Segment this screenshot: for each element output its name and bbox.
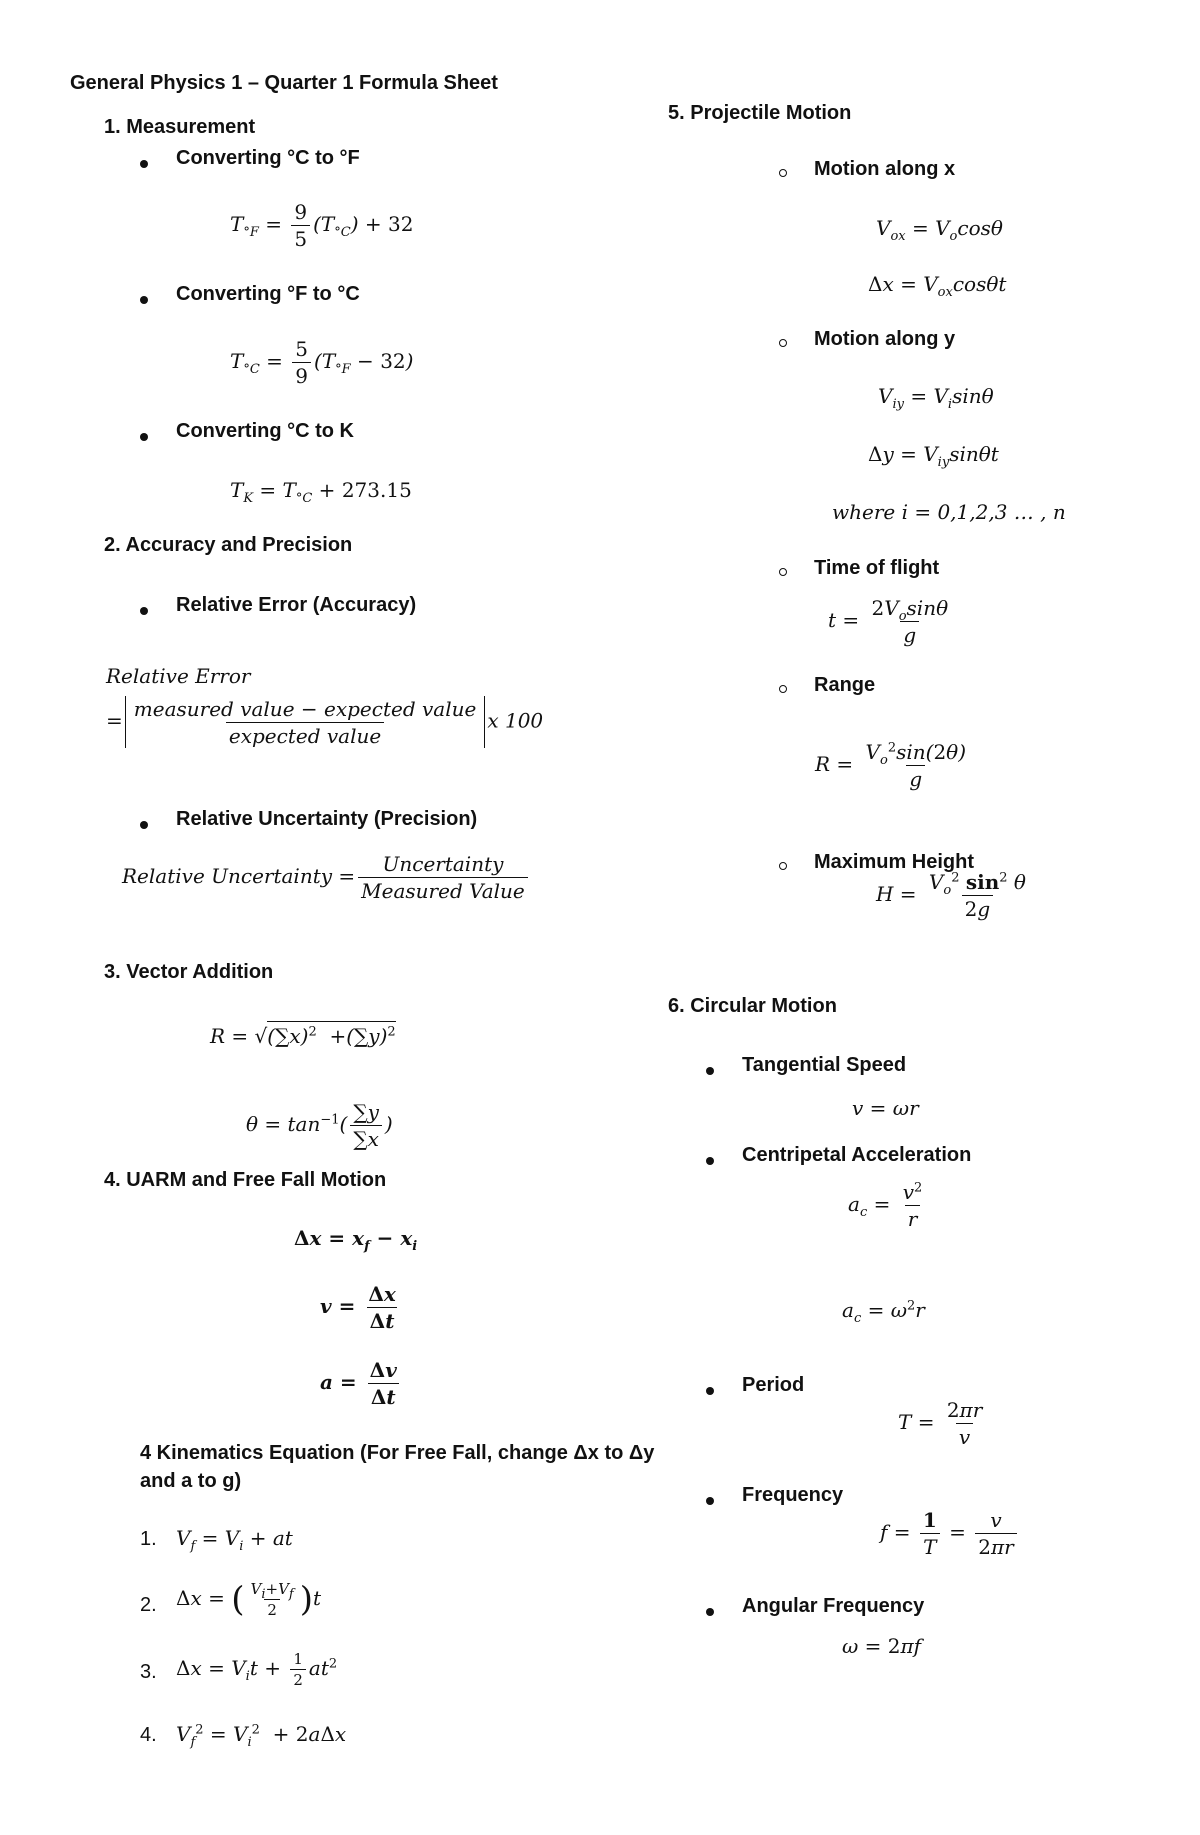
bullet-icon (706, 1382, 714, 1400)
formula-viy: $V_{iy} = V_i\sin\theta$ (878, 384, 994, 412)
formula-c-to-f: $T_{^\circ F}$ = $\frac{9}{5}$ $(T_{^\circ C}) + 32$ (230, 200, 414, 251)
formula-range: R = $\frac{V_o^2\sin(2\theta)}{g}$ (815, 740, 967, 791)
page-title: General Physics 1 – Quarter 1 Formula Sheet (70, 72, 498, 94)
formula-displacement: $\Delta x = x_f - x_i$ (294, 1226, 418, 1254)
bullet-icon (706, 1603, 714, 1621)
circle-bullet-icon (779, 680, 787, 698)
bullet-f-to-c: Converting °F to °C (176, 283, 360, 305)
bullet-icon (140, 602, 148, 620)
section-uarm-heading: 4. UARM and Free Fall Motion (104, 1169, 387, 1191)
kinematics-eq1-number: 1. (140, 1528, 157, 1550)
formula-dy-projectile: $\Delta y = V_{iy}\sin\theta t$ (868, 442, 999, 470)
bullet-icon (140, 291, 148, 309)
sub-max-height: Maximum Height (814, 851, 975, 873)
formula-angular-frequency: ω = 2πf (842, 1634, 922, 1658)
sub-range: Range (814, 674, 876, 696)
sub-motion-y: Motion along y (814, 328, 956, 350)
formula-centripetal-1: $a_c$ = $\frac{v^2}{r}$ (848, 1180, 923, 1231)
section-vector-heading: 3. Vector Addition (104, 961, 274, 983)
relative-error-times: x 100 (487, 708, 544, 733)
circle-bullet-icon (779, 334, 787, 352)
index-note: where i = 0,1,2,3 … , n (832, 500, 1066, 524)
relative-error-label: Relative Error (106, 664, 251, 688)
kinematics-eq2: Δx = ( $\frac{V_i+V_f}{2}$ )t (176, 1579, 322, 1620)
sub-time-of-flight: Time of flight (814, 557, 940, 579)
bullet-icon (706, 1152, 714, 1170)
bullet-icon (706, 1062, 714, 1080)
relative-uncertainty-numerator: Uncertainty (382, 852, 504, 876)
formula-angle: $\theta = \tan^{-1}$( $\frac{\sum y}{\sum x}$ ) (246, 1100, 393, 1151)
kinematics-eq3: $\Delta x = V_it$ + $\frac{1}{2}$ $at^2$ (176, 1650, 338, 1689)
bullet-relative-uncertainty: Relative Uncertainty (Precision) (176, 808, 478, 830)
bullet-icon (140, 428, 148, 446)
section-projectile-heading: 5. Projectile Motion (668, 102, 852, 124)
sub-motion-x: Motion along x (814, 158, 956, 180)
bullet-icon (706, 1492, 714, 1510)
bullet-tangential-speed: Tangential Speed (742, 1054, 907, 1076)
formula-relative-error: = $\frac{\text{measured value − expected value}}{\text{expected value}}$ x 100 (106, 696, 544, 748)
bullet-relative-error: Relative Error (Accuracy) (176, 594, 417, 616)
bullet-c-to-f: Converting °C to °F (176, 147, 360, 169)
circle-bullet-icon (779, 164, 787, 182)
formula-frequency: f = $\frac{1}{T}$ = $\frac{v}{2\pi r}$ (880, 1508, 1020, 1559)
bullet-centripetal-acceleration: Centripetal Acceleration (742, 1144, 972, 1166)
formula-max-height: H = $\frac{V_o^2 \sin^2 \theta}{2g}$ (876, 870, 1026, 921)
kinematics-eq2-number: 2. (140, 1594, 157, 1616)
formula-vox: $V_{ox} = V_o\cos\theta$ (876, 216, 1003, 244)
circle-bullet-icon (779, 857, 787, 875)
section-measurement-heading: 1. Measurement (104, 116, 256, 138)
formula-dx-projectile: $\Delta x = V_{ox}\cos\theta t$ (868, 272, 1007, 300)
kinematics-eq4: $V_f^2 = V_i^2 + 2a\Delta x$ (176, 1722, 347, 1750)
bullet-c-to-k: Converting °C to K (176, 420, 354, 442)
bullet-icon (140, 155, 148, 173)
kinematics-title-line2: and a to g) (140, 1470, 242, 1492)
formula-f-to-c: $T_{^\circ C}$ = $\frac{5}{9}$ $(T_{^\circ F} - 32)$ (230, 337, 414, 388)
formula-relative-uncertainty (122, 852, 531, 903)
formula-tangential-speed: v = ωr (852, 1096, 919, 1120)
kinematics-eq3-number: 3. (140, 1661, 157, 1683)
section-circular-heading: 6. Circular Motion (668, 995, 837, 1017)
formula-resultant: $R = √(\sum x)^2 +(\sum y)^2$ (210, 1024, 396, 1048)
bullet-period: Period (742, 1374, 805, 1396)
section-accuracy-heading: 2. Accuracy and Precision (104, 534, 353, 556)
relative-uncertainty-label: Relative Uncertainty = (122, 864, 356, 888)
formula-time-of-flight: t = $\frac{2V_o\sin\theta}{g}$ (828, 596, 949, 647)
relative-error-numerator: measured value − expected value (133, 696, 477, 721)
formula-centripetal-2: $a_c = \omega^2r$ (842, 1298, 925, 1326)
relative-uncertainty-denominator: Measured Value (358, 877, 528, 903)
kinematics-eq4-number: 4. (140, 1724, 157, 1746)
kinematics-eq1: $V_f = V_i$ + at (176, 1526, 293, 1554)
bullet-frequency: Frequency (742, 1484, 844, 1506)
formula-c-to-k: $T_K = T_{^\circ C} + 273.15$ (230, 478, 412, 506)
kinematics-title-line1: 4 Kinematics Equation (For Free Fall, change Δx to Δy (140, 1442, 655, 1464)
bullet-icon (140, 816, 148, 834)
bullet-angular-frequency: Angular Frequency (742, 1595, 925, 1617)
formula-acceleration: a = $\frac{\Delta v}{\Delta t}$ (320, 1358, 397, 1409)
circle-bullet-icon (779, 563, 787, 581)
formula-velocity: v = $\frac{\Delta x}{\Delta t}$ (320, 1282, 396, 1333)
relative-error-denominator: expected value (226, 722, 384, 748)
formula-period: T = $\frac{2\pi r}{v}$ (898, 1398, 983, 1449)
